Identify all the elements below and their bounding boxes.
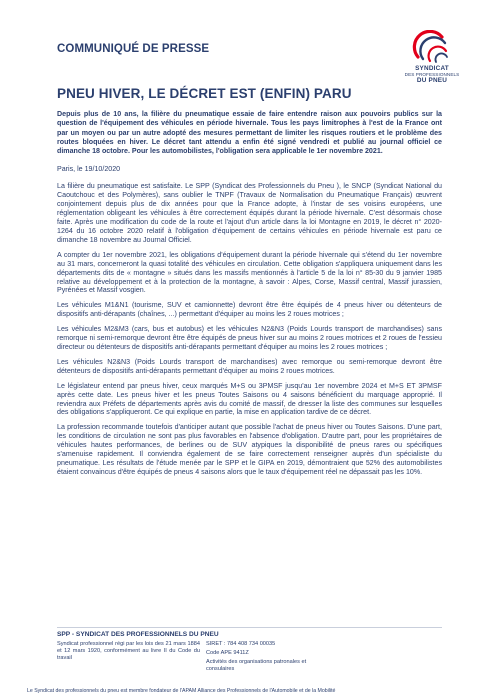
footer-activity: Activités des organisations patronales et consulaires [206, 659, 307, 673]
article-headline: PNEU HIVER, LE DÉCRET EST (ENFIN) PARU [57, 86, 352, 101]
paragraph-recommendation: La profession recommande toutefois d'anticiper autant que possible l'achat de pneus hiver ou Toutes Saisons. D'une part, les conditions de circulation ne sont pas plus favorables en l'absence d'obligation. D'autre part, pour les propriétaires de véhicules hautes performances, de berlines ou de SUV atypiques la disponibilité de pneus rares ou spécifiques s'amenuise rapidement. Il conviendra également de se faire correctement renseigner auprès d'un spécialiste du pneumatique. Les résultats de l'étude menée par le SPP et le GIPA en 2019, démontraient que 52% des automobilistes étaient convaincus d'être équipés de pneus 4 saisons alors que le taux d'équipement réel ne dépassait pas les 10%. [57, 423, 442, 476]
paragraph-n2n3: Les véhicules N2&N3 (Poids Lourds transport de marchandises) avec remorque ou semi-remorque devront être détenteurs de dispositifs anti-dérapants permettant d'équiper au moins 2 roues motrices. [57, 357, 442, 375]
footer-legal: Syndicat professionnel régi par les lois des 21 mars 1884 et 12 mars 1920, conformément au livre II du Code du travail [57, 641, 200, 662]
footer-title: SPP - SYNDICAT DES PROFESSIONNELS DU PNEU [57, 631, 219, 638]
paragraph-m1n1: Les véhicules M1&N1 (tourisme, SUV et camionnette) devront être être équipés de 4 pneus hiver ou détenteurs de dispositifs anti-dérapants (chaînes, ...) permettant d'équiper au moins les 2 roues motrices ; [57, 301, 442, 319]
paragraph-m2m3: Les véhicules M2&M3 (cars, bus et autobus) et les véhicules N2&N3 (Poids Lourds transport de marchandises) sans remorque ni semi-remorque devront être être équipés de pneus hiver sur au moins 2 roues motrices et 2 roues de l'essieu directeur ou détenteurs de dispositifs anti-dérapants permettant d'équiper au moins les 2 roues motrices ; [57, 325, 442, 351]
logo-text-line1: SYNDICAT [415, 65, 449, 72]
footer-registration [206, 641, 326, 675]
footer-siret: SIRET : 784 408 734 00035 [206, 641, 276, 647]
page-title: COMMUNIQUÉ DE PRESSE [57, 43, 210, 55]
spp-logo [397, 30, 467, 84]
footer-ape: Code APE 9411Z [206, 650, 249, 657]
footer-divider [57, 627, 442, 628]
paragraph-marking: Le législateur entend par pneus hiver, ceux marqués M+S ou 3PMSF jusqu'au 1er novembre 2024 et M+S ET 3PMSF après cette date. Les pneus hiver et les pneus Toutes Saisons ou 4 saisons bénéficient du marquage approprié. Il reviendra aux Préfets de départements après avis du comité de massif, de dresser la liste des communes sur lesquelles des obligations s'appliqueront. Ce qui explique en partie, la mise en application tardive de ce décret. [57, 381, 442, 417]
article-body [57, 86, 442, 483]
paragraph-satisfaction: La filière du pneumatique est satisfaite. Le SPP (Syndicat des Professionnels du Pneu ), le SNCP (Syndicat National du Caoutchouc et des Polymères), sans oublier le TNPF (Travaux de Normalisation du Pneumatique Français) œuvrent conjointement depuis plus de dix années pour que la France adopte, à l'instar de ses voisins européens, une réglementation obligeant les véhicules à être correctement équipés durant la période hivernale. C'est désormais chose faite. Après une modification du code de la route et l'ajout d'un article dans la loi Montagne en 2019, le décret n° 2020-1264 du 16 octobre 2020 relatif à l'obligation d'équipement de certains véhicules en période hivernale est paru ce dimanche 18 novembre au Journal Officiel. [57, 182, 442, 244]
logo-text-line2: DES PROFESSIONNELS [404, 72, 460, 77]
tire-logo-icon [412, 30, 452, 64]
logo-text-line3: DU PNEU [416, 77, 448, 84]
article-date: Paris, le 19/10/2020 [57, 165, 121, 174]
footer-note: Le Syndicat des professionnels du pneu est membre fondateur de l'APAM Alliance des Professionnels de l'Automobile et de la Mobilité [27, 688, 336, 694]
paragraph-obligations: A compter du 1er novembre 2021, les obligations d'équipement durant la période hivernale qui s'étend du 1er novembre au 31 mars, concerneront la quasi totalité des véhicules en circulation. Cette obligation s'appliquera uniquement dans les départements dits de « montagne » situés dans les massifs mentionnés à l'article 5 de la loi n° 85-30 du 9 janvier 1985 relative au développement et à la protection de la montagne, à savoir : Alpes, Corse, Massif central, Massif jurassien, Pyrénées et Massif vosgien. [57, 250, 442, 295]
article-lead: Depuis plus de 10 ans, la filière du pneumatique essaie de faire entendre raison aux pouvoirs publics sur la question de l'équipement des véhicules en période hivernale. Tous les pays limitrophes à l'est de la France ont par un moyen ou par un autre adopté des mesures permettant de limiter les risques routiers et le problème des routes bloquées en hiver. Le décret tant attendu a enfin été signé vendredi et publié au journal officiel ce dimanche 18 octobre. Pour les automobilistes, l'obligation sera applicable le 1er novembre 2021. [57, 110, 442, 156]
